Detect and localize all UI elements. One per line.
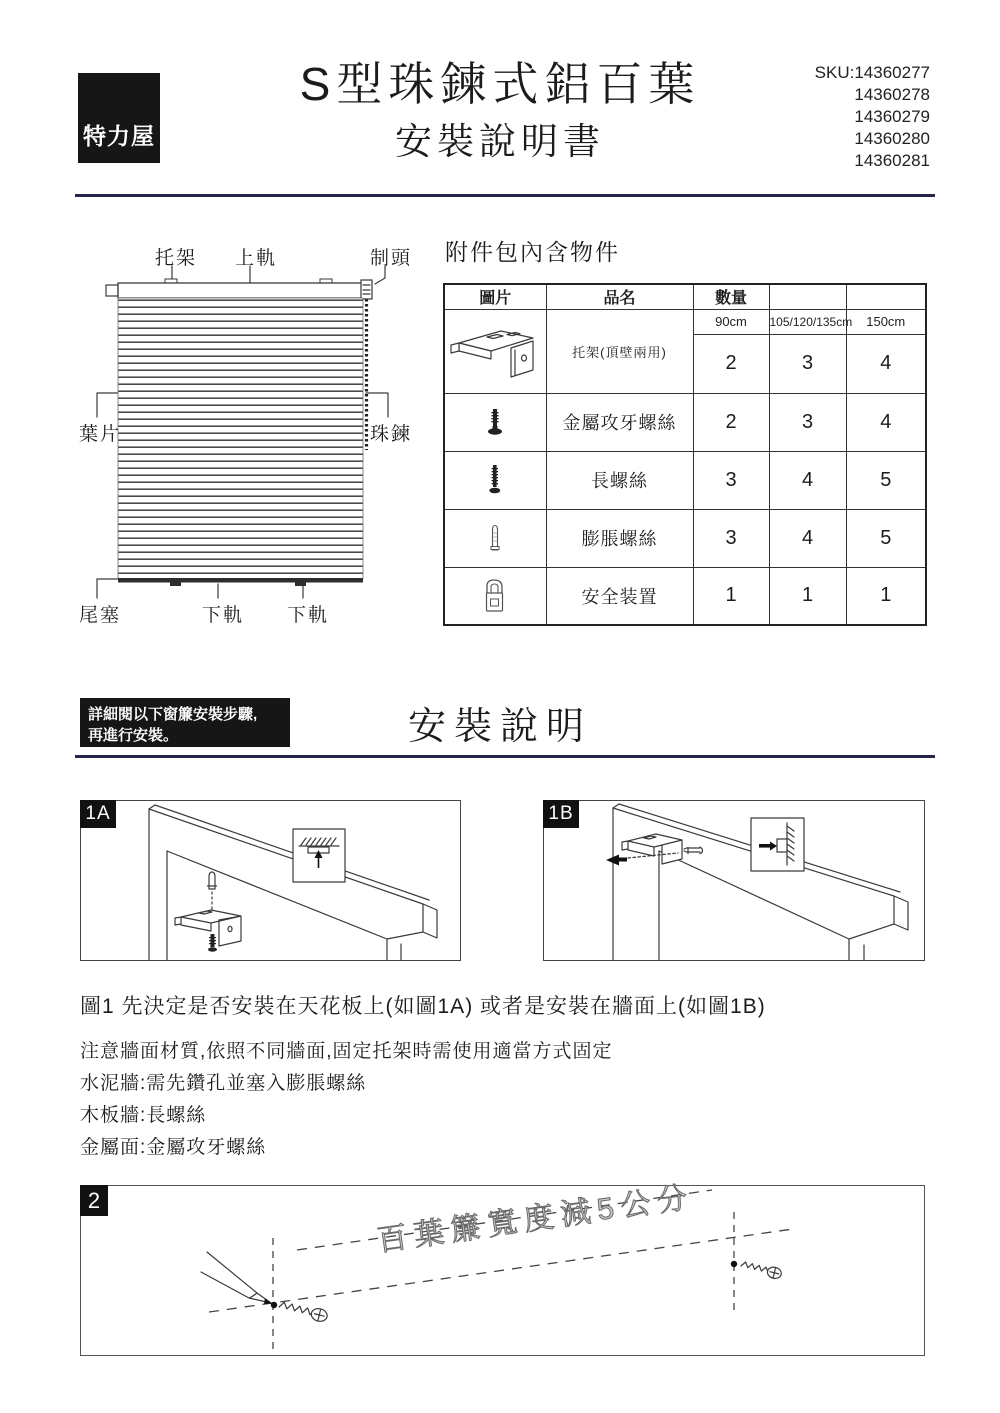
long-screw-icon xyxy=(444,451,546,509)
size-header: 90cm xyxy=(693,309,769,334)
screw-icon xyxy=(740,1259,782,1280)
mark-dot xyxy=(731,1261,737,1267)
install-note: 水泥牆:需先鑽孔並塞入膨脹螺絲 xyxy=(80,1073,367,1094)
safety-device-icon xyxy=(444,567,546,625)
part-qty: 1 xyxy=(846,567,926,625)
figure-1b-label: 1B xyxy=(543,800,579,828)
install-note: 木板牆:長螺絲 xyxy=(80,1105,207,1126)
accessories-title: 附件包內含物件 xyxy=(445,239,620,265)
label-slat: 葉片 xyxy=(79,424,122,445)
label-top-rail: 上軌 xyxy=(235,248,278,269)
part-qty: 4 xyxy=(769,451,846,509)
col-header-name: 品名 xyxy=(546,284,693,309)
label-bottom-rail-left: 下軌 xyxy=(202,605,245,626)
screw-icon xyxy=(278,1299,329,1323)
section-title: 安裝說明 xyxy=(407,706,592,748)
blinds-diagram xyxy=(75,238,427,630)
sku-list xyxy=(815,62,930,172)
figure-1b-drawing xyxy=(544,801,924,960)
part-qty: 2 xyxy=(693,334,769,393)
part-qty: 3 xyxy=(693,509,769,567)
figure-1a-drawing xyxy=(81,801,460,960)
size-header: 105/120/135cm xyxy=(769,309,846,334)
part-name: 膨脹螺絲 xyxy=(546,509,693,567)
mark-dot xyxy=(271,1302,277,1308)
product-title: S型珠鍊式鋁百葉 xyxy=(299,58,701,110)
slats xyxy=(118,298,363,579)
part-qty: 5 xyxy=(846,451,926,509)
section-divider xyxy=(75,755,935,758)
document-subtitle: 安裝說明書 xyxy=(395,121,605,162)
sku-line: SKU:14360277 xyxy=(814,63,930,82)
label-bracket: 托架 xyxy=(155,248,198,269)
part-qty: 5 xyxy=(846,509,926,567)
part-qty: 1 xyxy=(769,567,846,625)
install-notes xyxy=(80,1036,613,1164)
notice-line: 再進行安裝。 xyxy=(88,727,179,744)
part-qty: 1 xyxy=(693,567,769,625)
brand-name: 特力屋 xyxy=(83,123,155,149)
install-note: 金屬面:金屬攻牙螺絲 xyxy=(80,1137,267,1158)
part-qty: 3 xyxy=(769,334,846,393)
part-qty: 3 xyxy=(769,393,846,451)
label-control-head: 制頭 xyxy=(370,248,413,269)
col-header-image: 圖片 xyxy=(444,284,546,309)
figure-1a xyxy=(80,800,461,961)
brand-logo xyxy=(78,73,160,163)
part-name: 托架(頂壁兩用) xyxy=(546,309,693,393)
install-note: 注意牆面材質,依照不同牆面,固定托架時需使用適當方式固定 xyxy=(80,1041,613,1062)
sku-line: 14360278 xyxy=(854,85,930,104)
part-qty: 3 xyxy=(693,451,769,509)
figure-2-annotation: 百葉簾寬度減5公分 xyxy=(375,1180,697,1258)
bottom-rail xyxy=(118,578,363,583)
title-block xyxy=(200,56,800,166)
part-qty: 4 xyxy=(846,334,926,393)
col-header-qty: 數量 xyxy=(693,284,769,309)
accessories-table xyxy=(443,283,927,626)
col-header-empty xyxy=(846,284,926,309)
figure-2 xyxy=(80,1180,925,1356)
expansion-anchor-icon xyxy=(444,509,546,567)
figure-2-label: 2 xyxy=(80,1185,108,1216)
sku-line: 14360281 xyxy=(854,151,930,170)
part-qty: 2 xyxy=(693,393,769,451)
sku-line: 14360279 xyxy=(854,107,930,126)
pencil-tip xyxy=(264,1298,272,1304)
notice-line: 詳細閱以下窗簾安裝步驟, xyxy=(88,706,258,723)
figure-1a-label: 1A xyxy=(80,800,116,828)
notice-box xyxy=(80,698,290,747)
figure1-caption: 圖1 先決定是否安裝在天花板上(如圖1A) 或者是安裝在牆面上(如圖1B) xyxy=(80,995,766,1018)
size-header: 150cm xyxy=(846,309,926,334)
part-qty: 4 xyxy=(846,393,926,451)
label-bottom-rail-right: 下軌 xyxy=(287,605,330,626)
part-name: 長螺絲 xyxy=(546,451,693,509)
header-divider xyxy=(75,194,935,197)
label-bead-chain: 珠鍊 xyxy=(370,424,413,445)
part-name: 金屬攻牙螺絲 xyxy=(546,393,693,451)
bracket-icon xyxy=(444,309,546,393)
figure-1b xyxy=(543,800,925,961)
part-qty: 4 xyxy=(769,509,846,567)
label-end-plug: 尾塞 xyxy=(79,605,122,626)
sku-line: 14360280 xyxy=(854,129,930,148)
metal-tapping-screw-icon xyxy=(444,393,546,451)
col-header-empty xyxy=(769,284,846,309)
part-name: 安全装置 xyxy=(546,567,693,625)
